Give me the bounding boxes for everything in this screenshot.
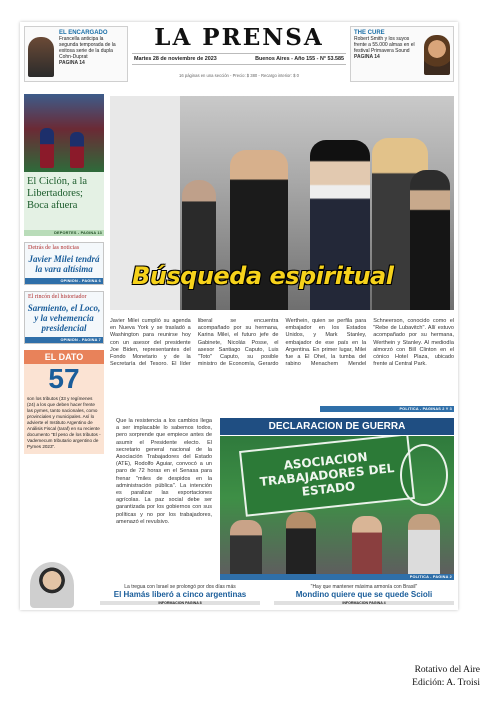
player-figure [70, 132, 84, 168]
header-teaser-right[interactable] [350, 26, 454, 82]
second-story-photo[interactable] [220, 436, 454, 574]
opinion-1-headline: Javier Milei tendrá la vara altísima [28, 254, 100, 274]
opinion-1-kicker: Detrás de las noticias [28, 245, 80, 251]
dato-number: 57 [48, 363, 80, 394]
teaser-left-label: EL ENCARGADO [59, 30, 108, 36]
second-story-tag: POLITICA - PAGINA 2 [220, 574, 454, 580]
bottom-strip [24, 584, 454, 608]
mondino-photo [30, 562, 74, 608]
opinion-box-1[interactable] [24, 242, 104, 285]
dato-label: EL DATO [24, 350, 104, 364]
bottom-story-right[interactable] [274, 584, 454, 605]
newspaper-front-page [20, 22, 458, 610]
main-headline[interactable]: Búsqueda espiritual [132, 262, 394, 290]
teaser-left-page: PAGINA 14 [59, 60, 85, 66]
person-figure [286, 512, 316, 574]
bottom-story-left[interactable] [100, 584, 260, 605]
opinion-2-tag: OPINION - PAGINA 7 [25, 337, 103, 343]
person-figure [408, 514, 440, 574]
dato-text: son los tributos (33 y regímenes (24) a los que deben hacer frente las pymes, tanto nacionales, como provinciales y municipales. Así lo advierte el Instituto Argentino de Análisis Fiscal (Iaraf) en su reciente documento "El peso de los tributos - Vademecum tributario argentino de Pymes 2023". [27, 396, 101, 449]
main-story-body: Javier Milei cumplió su agenda en Nueva York y se trasladó a Washington para reunirse hoy con un asesor del presidente Joe Biden, representantes del Fondo Monetario y de la Secretaría del Tesoro. El líder liberal se encuentra acompañado por su hermana, Karina Milei, el futuro jefe de Gabinete, Nicolás Posse, el asesor Santiago Caputo, Luis "Toto" Caputo, su posible ministro de Economía, Gerardo Werthein, quien se perfila para embajador en los Estados Unidos, y Mark Stanley, embajador de ese país en la Argentina. En primer lugar, Milei fue a El Ohel, la tumba del rabino Menachem Mendel Schneerson, conocido como el "Rebe de Lubavitch". Allí estuvo acompañado por su hermana, Werthein y Stanley. Al mediodía almorzó con Bill Clinton en el cónico Hotel Plaza, ubicado frente al Central Park. [110, 318, 454, 368]
bottom-right-tag: INFORMACION PAGINA 4 [274, 601, 454, 605]
dato-box [24, 350, 104, 454]
person-figure [352, 516, 382, 574]
credits-line-2: Edición: A. Troisi [412, 678, 480, 688]
player-figure [40, 128, 54, 168]
left-column [24, 94, 104, 454]
main-story-tag: POLITICA - PAGINAS 2 Y 3 [320, 406, 454, 412]
header-teaser-left[interactable] [24, 26, 128, 82]
person-figure [230, 520, 262, 574]
teaser-right-photo [424, 35, 450, 75]
opinion-2-kicker: El rincón del historiador [28, 294, 87, 300]
second-story-body: Que la resistencia a los cambios llega a ser implacable lo sabemos todos, pero sorprende que empiece antes de asumir el Presidente electo. El secretario general nacional de la Asociación Trabajadores del Estado (ATE), Rodolfo Aguiar, convocó a un paro de 72 horas en el Senasa para frenar "miles de despidos en la administración pública". La intención es paralizar las exportaciones agrícolas. La paz social debe ser garantizada por los gobiernos con sus políticas y no por los trabajadores, amenazó el revulsivo. [116, 418, 212, 525]
bottom-right-kicker: "Hay que mantener máxima armonía con Brasil" [310, 584, 418, 590]
opinion-box-2[interactable] [24, 291, 104, 344]
masthead [132, 24, 346, 78]
newspaper-logo: LA PRENSA [154, 24, 324, 51]
opinion-1-tag: OPINION - PAGINA 6 [25, 278, 103, 284]
sports-photo [24, 94, 104, 172]
person-figure [182, 180, 216, 310]
teaser-right-label: THE CURE [354, 30, 385, 36]
dateline [132, 53, 346, 65]
banner-emblem [400, 444, 448, 506]
price-line: 16 páginas en una sección - Precio: $ 380 - Recargo interior: $ 0 [179, 73, 299, 78]
bottom-left-tag: INFORMACION PAGINA 8 [100, 601, 260, 605]
bottom-left-kicker: La tregua con Israel se prolongó por dos días más [124, 584, 236, 590]
bottom-left-headline: El Hamás liberó a cinco argentinas [113, 590, 247, 599]
sports-headline: El Ciclón, a la Libertadores; Boca afuera [27, 176, 88, 211]
issue-date: Martes 28 de noviembre de 2023 [134, 56, 217, 62]
protest-banner: ASOCIACION TRABAJADORES DEL ESTADO [239, 436, 415, 517]
teaser-left-photo [28, 37, 54, 77]
second-story-headline[interactable]: DECLARACION DE GUERRA [220, 418, 454, 435]
teaser-right-page: PAGINA 14 [354, 54, 380, 60]
teaser-right-text: Robert Smith y los suyos frente a 55.000 almas en el festival Primavera Sound [354, 36, 415, 54]
sports-tag: DEPORTES - PAGINA 13 [24, 230, 104, 236]
credits [412, 664, 480, 690]
sports-box[interactable] [24, 172, 104, 230]
issue-edition: Buenos Aires - Año 155 - N° 53.585 [255, 56, 344, 62]
opinion-2-headline: Sarmiento, el Loco, y la vehemencia presidencial [27, 303, 101, 333]
bottom-right-headline: Mondino quiere que se quede Scioli [295, 590, 433, 599]
credits-line-1: Rotativo del Aire [414, 665, 480, 675]
teaser-left-text: Francella anticipa la segunda temporada de la exitosa serie de la dupla Cohn-Duprat [59, 36, 116, 60]
